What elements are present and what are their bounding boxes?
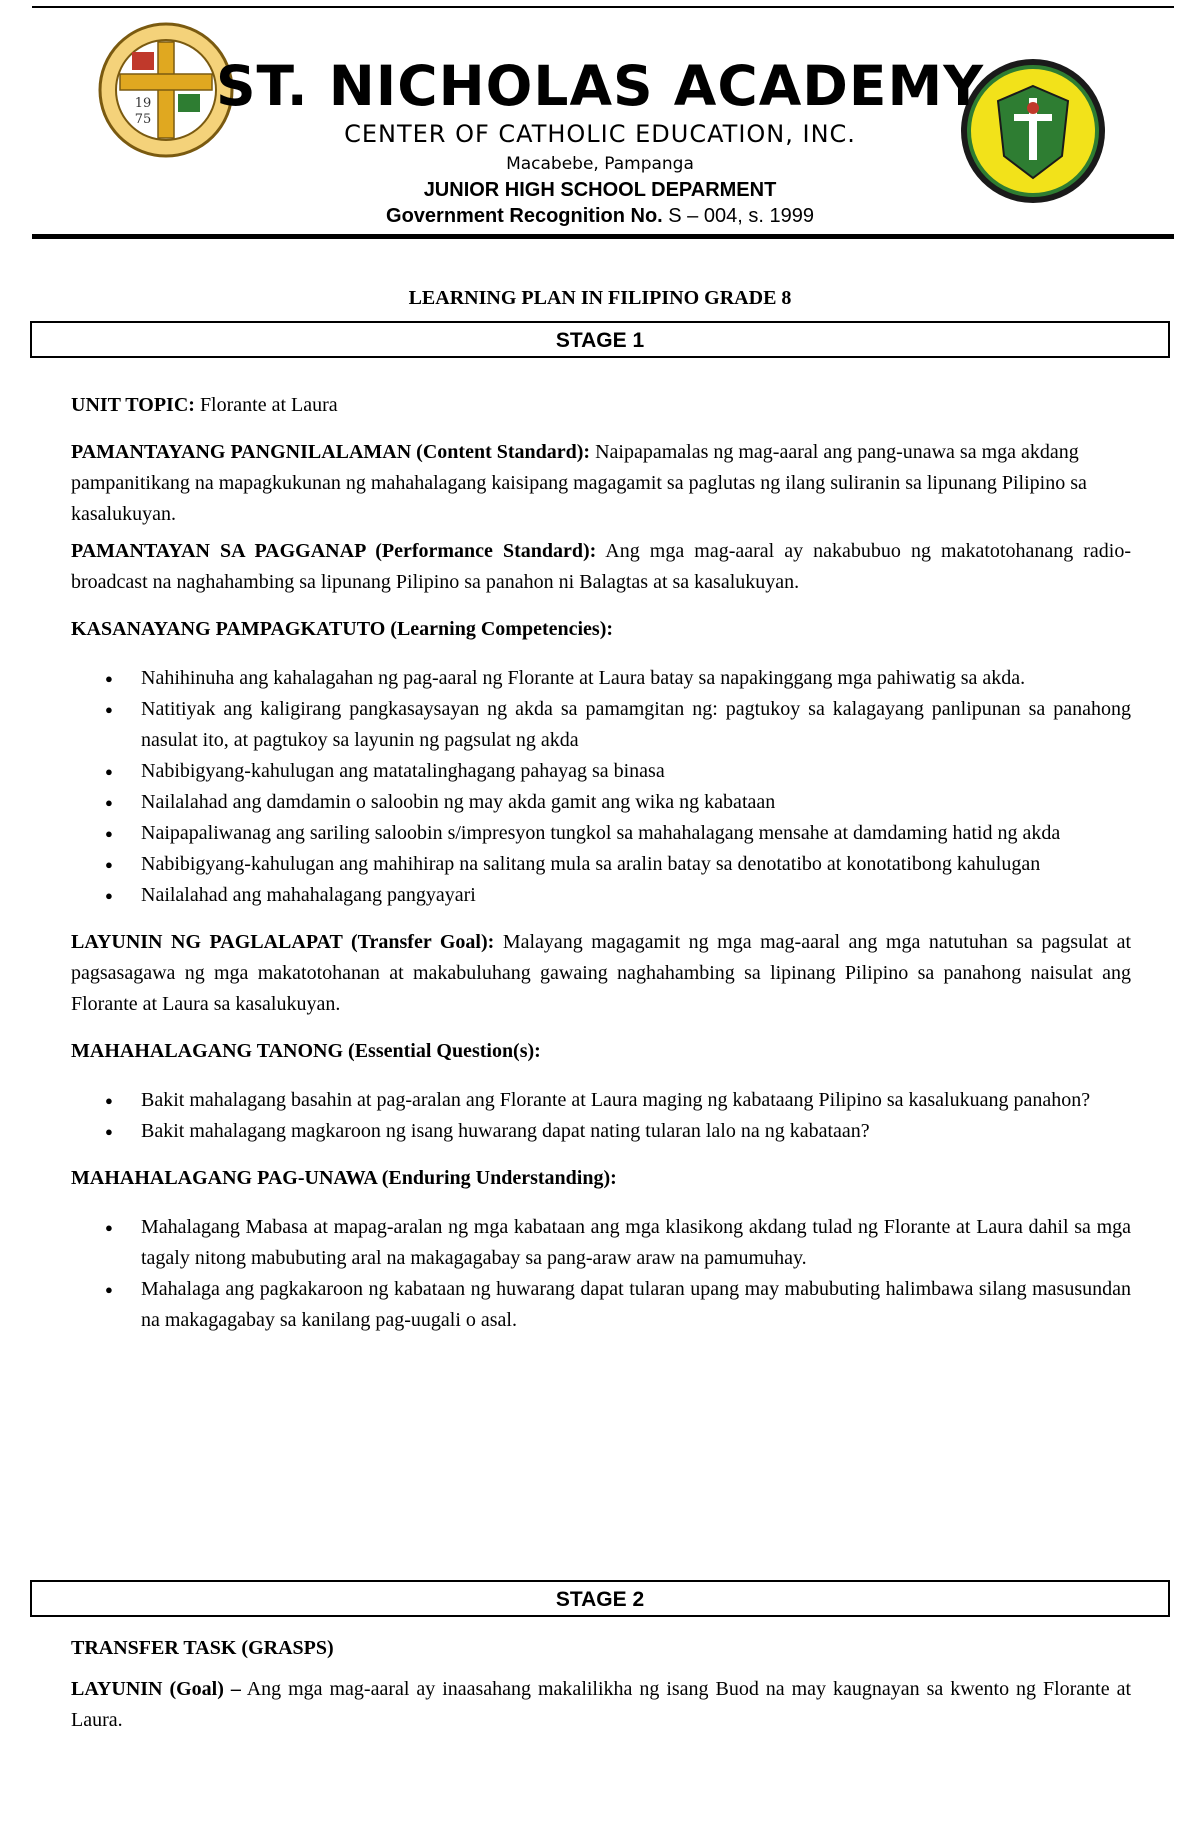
list-item: ● Nabibigyang-kahulugan ang matatalinghagang pahayag sa binasa (71, 756, 1131, 787)
unit-topic-value: Florante at Laura (199, 394, 338, 416)
letterhead (0, 0, 1200, 240)
list-item: ● Naipapaliwanag ang sariling saloobin s/impresyon tungkol sa mahahalagang mensahe at damdaming hatid ng akda (71, 818, 1131, 849)
list-item: ● Natitiyak ang kaligirang pangkasaysayan ng akda sa pamamgitan ng: pagtukoy sa kalagayang panlipunan sa panahong nasulat ito, at pagtukoy sa layunin ng pagsulat ng akda (71, 694, 1131, 756)
enduring-understanding-list (71, 1212, 1131, 1336)
list-item: ● Nailalahad ang damdamin o saloobin ng may akda gamit ang wika ng kabataan (71, 787, 1131, 818)
performance-standard-label: PAMANTAYAN SA PAGGANAP (Performance Standard): (71, 540, 597, 562)
school-location: Macabebe, Pampanga (506, 154, 694, 174)
stage-1-content (71, 390, 1131, 1336)
svg-text:19: 19 (134, 96, 152, 111)
list-item: ● Bakit mahalagang magkaroon ng isang huwarang dapat nating tularan lalo na ng kabataan? (71, 1116, 1131, 1147)
unit-topic-label: UNIT TOPIC: (71, 394, 195, 416)
performance-standard-text: Ang mga mag-aaral ay nakabubuo ng makatotohanang radio-broadcast na naghahambing sa lipunang Pilipino sa panahon ni Balagtas at sa kasalukuyan. (71, 540, 1131, 593)
list-item: ● Mahalagang Mabasa at mapag-aralan ng mga kabataan ang mga klasikong akdang tulad ng Florante at Laura dahil sa mga tagaly nitong mabubuting aral na makagagabay sa pang-araw araw na pamumuhay. (71, 1212, 1131, 1274)
list-item: ● Nahihinuha ang kahalagahan ng pag-aaral ng Florante at Laura batay sa napakinggang mga pahiwatig sa akda. (71, 663, 1131, 694)
plan-title: LEARNING PLAN IN FILIPINO GRADE 8 (408, 287, 792, 309)
content-standard-text: Naipapamalas ng mag-aaral ang pang-unawa sa mga akdang pampanitikang na mapagkukunan ng mahahalagang kaisipang magagamit sa paglutas ng ilang suliranin sa lipunang Pilipino sa kasalukuyan. (71, 441, 1087, 525)
list-item: ● Mahalaga ang pagkakaroon ng kabataan ng huwarang dapat tularan upang may mabubuting halimbawa silang masusundan na makagagabay sa kanilang pag-uugali o asal. (71, 1274, 1131, 1336)
stage-1-heading: STAGE 1 (30, 321, 1170, 358)
recognition-value: S – 004, s. 1999 (668, 205, 814, 227)
list-item: ● Nabibigyang-kahulugan ang mahihirap na salitang mula sa aralin batay sa denotatibo at konotatibong kahulugan (71, 849, 1131, 880)
competencies-list (71, 663, 1131, 911)
enduring-understanding-heading: MAHAHALAGANG PAG-UNAWA (Enduring Understanding): (71, 1167, 617, 1189)
transfer-task-heading: TRANSFER TASK (GRASPS) (71, 1637, 334, 1659)
goal-text: Ang mga mag-aaral ay inaasahang makalilikha ng isang Buod na may kaugnayan sa kwento ng Florante at Laura. (71, 1678, 1132, 1731)
essential-questions-heading: MAHAHALAGANG TANONG (Essential Question(s): (71, 1040, 541, 1062)
svg-text:75: 75 (134, 112, 152, 127)
goal (71, 1674, 1131, 1736)
school-subtitle: CENTER OF CATHOLIC EDUCATION, INC. (344, 120, 856, 148)
transfer-goal-label: LAYUNIN NG PAGLALAPAT (Transfer Goal): (71, 931, 495, 953)
unit-topic (71, 390, 1131, 421)
list-item: ● Nailalahad ang mahahalagang pangyayari (71, 880, 1131, 911)
header-top-rule (32, 6, 1174, 8)
transfer-goal (71, 927, 1131, 1020)
school-name: ST. NICHOLAS ACADEMY (215, 54, 985, 118)
list-item: ● Bakit mahalagang basahin at pag-aralan ang Florante at Laura maging ng kabataang Pilipino sa kasalukuang panahon? (71, 1085, 1131, 1116)
content-standard (71, 437, 1131, 530)
government-recognition (0, 204, 1200, 228)
stage-2-content (71, 1633, 1131, 1736)
stage-2-heading: STAGE 2 (30, 1580, 1170, 1617)
school-department: JUNIOR HIGH SCHOOL DEPARMENT (423, 179, 777, 201)
transfer-goal-text: Malayang magagamit ng mga mag-aaral ang mga natutuhan sa pagsulat at pagsasagawa ng mga makatotohanan at makabuluhang gawaing naghahambing sa lipinang Pilipino sa panahong naisulat ang Florante at Laura sa kasalukuyan. (71, 931, 1132, 1015)
performance-standard (71, 536, 1131, 598)
header-bottom-rule (32, 234, 1174, 239)
competencies-heading: KASANAYANG PAMPAGKATUTO (Learning Competencies): (71, 618, 614, 640)
content-standard-label: PAMANTAYANG PANGNILALAMAN (Content Standard): (71, 441, 591, 463)
recognition-label: Government Recognition No. (386, 205, 663, 227)
essential-questions-list (71, 1085, 1131, 1147)
goal-label: LAYUNIN (Goal) – (71, 1678, 241, 1700)
